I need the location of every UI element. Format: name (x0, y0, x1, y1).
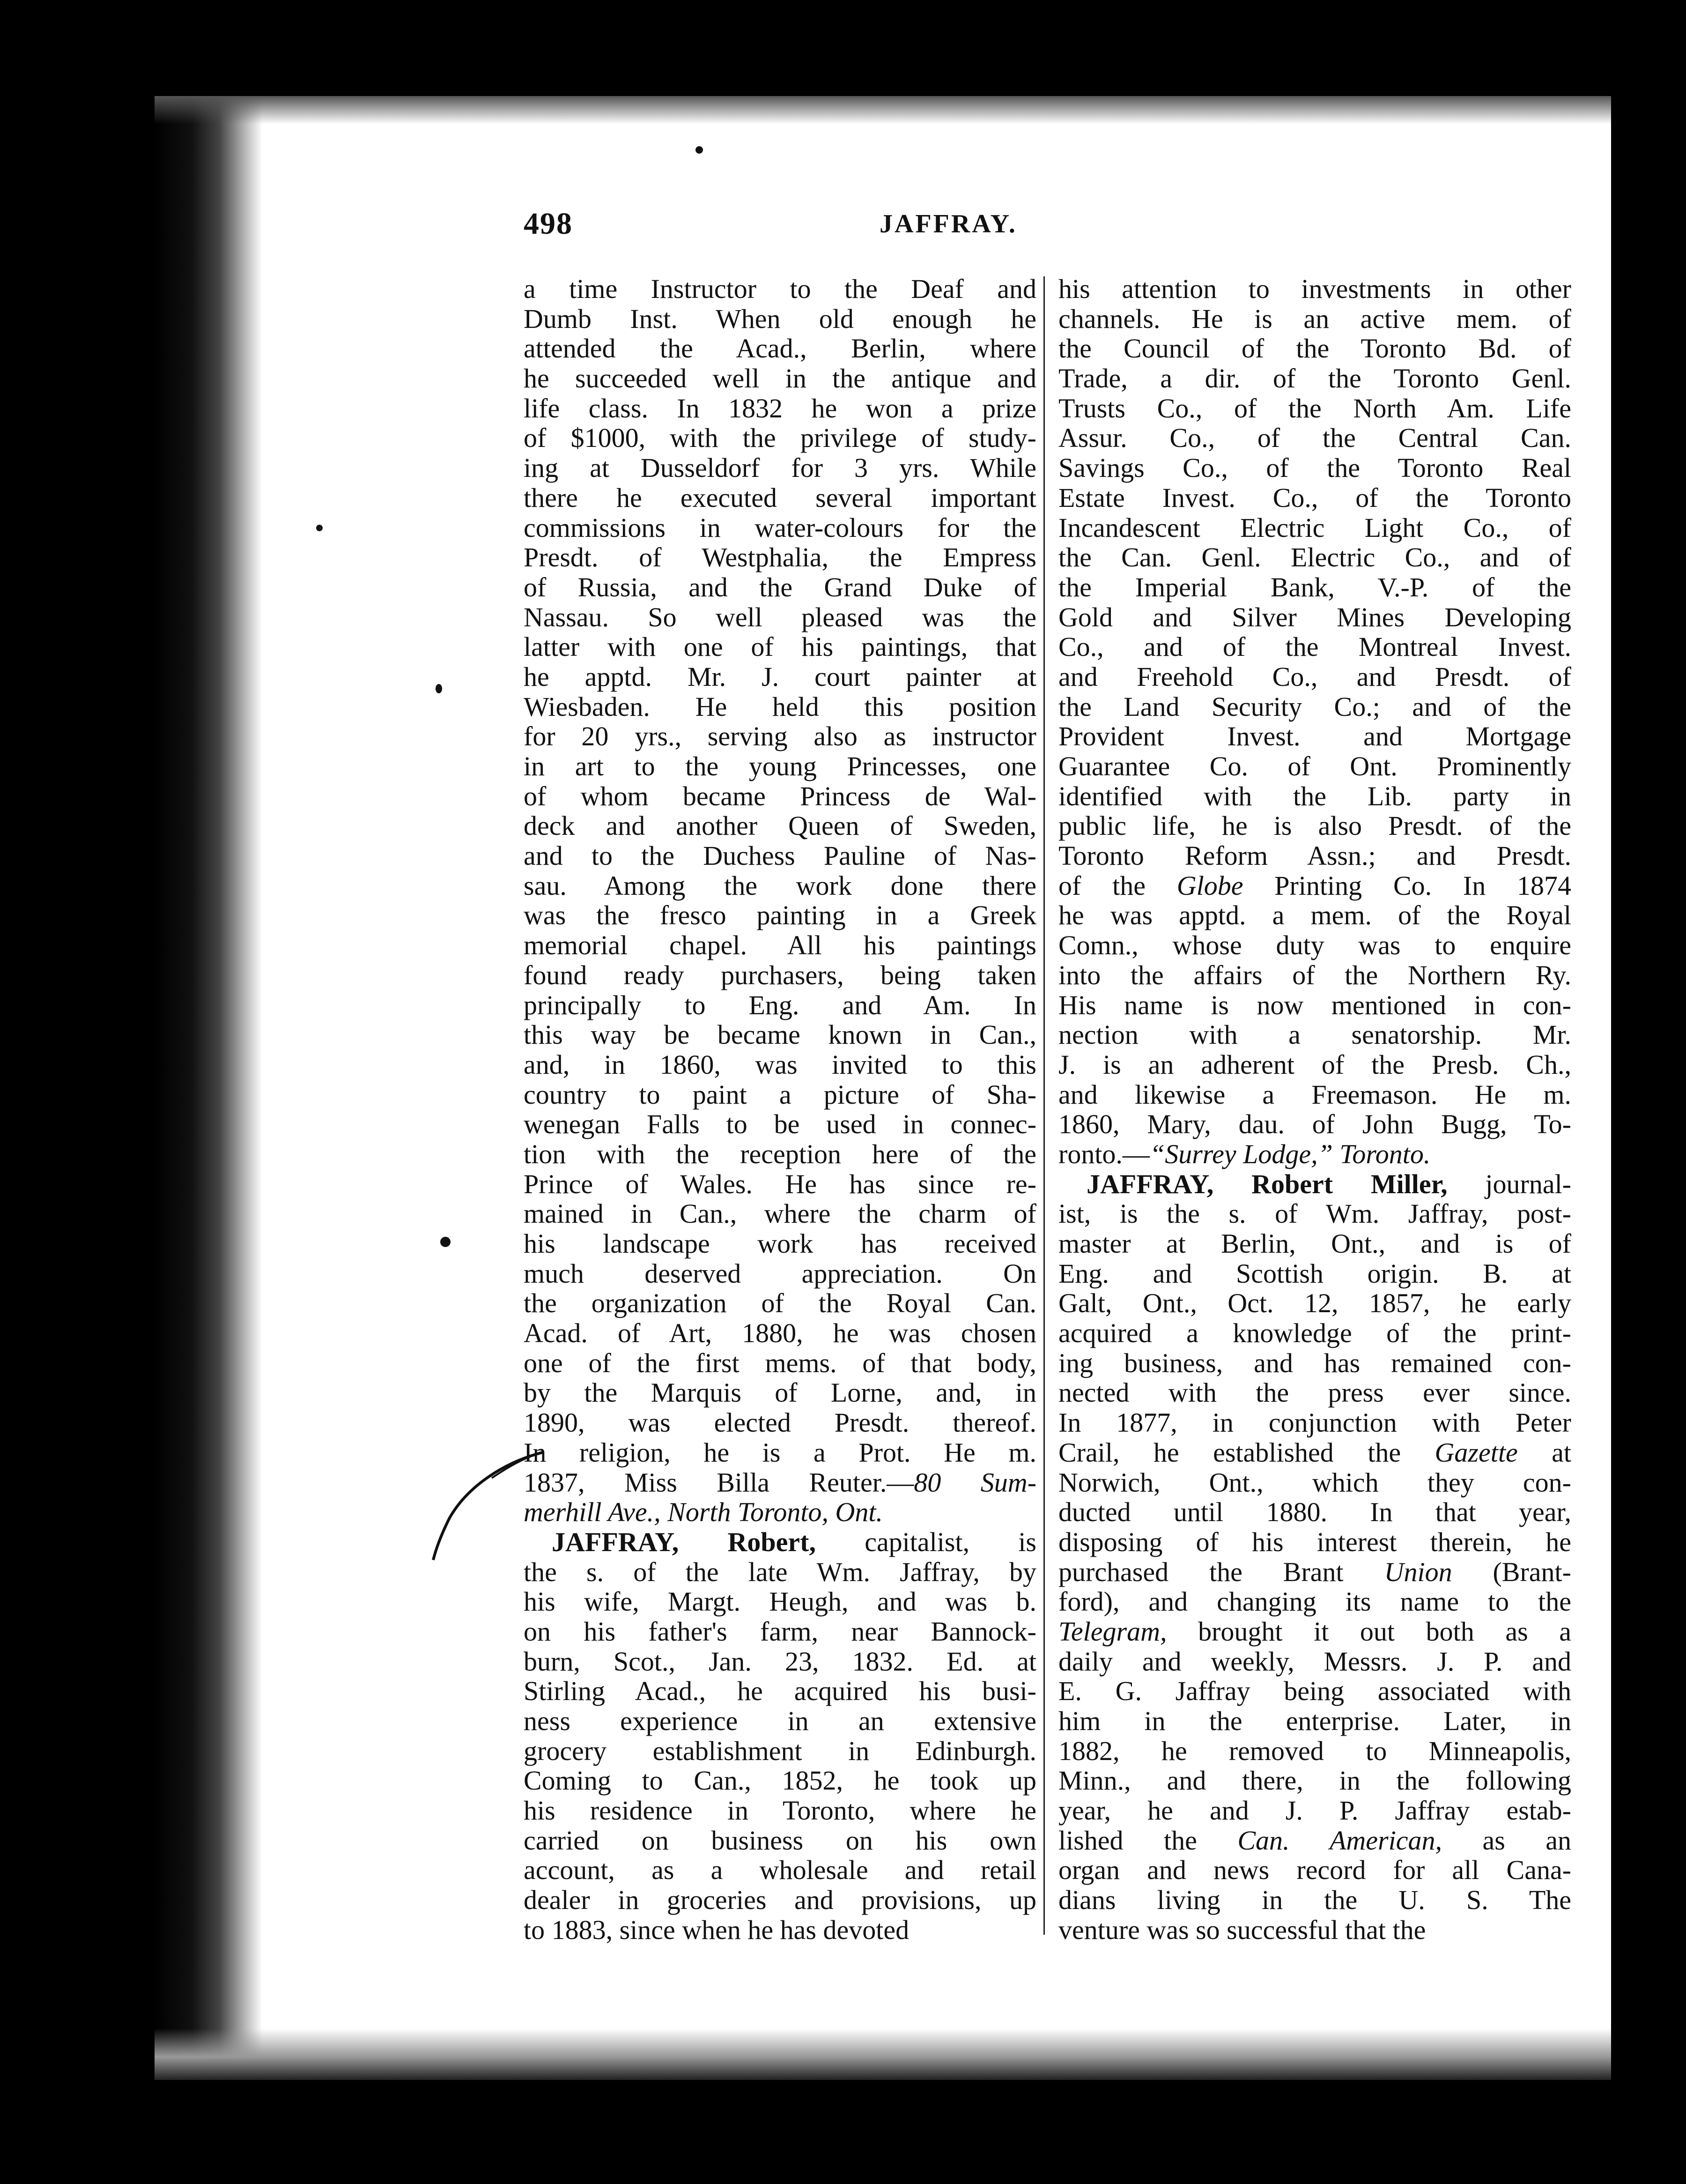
text-line (1058, 1139, 1571, 1169)
entry-heading: JAFFRAY, Robert Miller, (1087, 1168, 1448, 1199)
text-line: latter with one of his paintings, that (524, 631, 1036, 662)
entry-text: journal- (1447, 1168, 1571, 1199)
text-line: he was apptd. a mem. of the Royal (1058, 900, 1571, 931)
page-number: 498 (524, 207, 573, 241)
text-line: sau. Among the work done there (524, 870, 1036, 901)
text-line (1058, 1557, 1571, 1587)
text-line: Co., and of the Montreal Invest. (1058, 631, 1571, 662)
text-line: dealer in groceries and provisions, up (524, 1885, 1036, 1916)
text-line: tion with the reception here of the (524, 1138, 1036, 1169)
text-line: In religion, he is a Prot. He m. (524, 1437, 1036, 1468)
text-line (1058, 1169, 1571, 1199)
text-line: Savings Co., of the Toronto Real (1058, 453, 1571, 483)
column-divider (1043, 276, 1045, 1935)
text-line: ness experience in an extensive (524, 1706, 1036, 1736)
text-line: venture was so successful that the (1058, 1914, 1426, 1945)
text-line: Incandescent Electric Light Co., of (1058, 512, 1571, 543)
text-line: carried on business on his own (524, 1825, 1036, 1856)
text-line: his attention to investments in other (1058, 274, 1571, 304)
text-line: of Russia, and the Grand Duke of (524, 572, 1036, 602)
text-fragment: (Brant- (1452, 1556, 1571, 1587)
text-line (524, 1497, 1036, 1527)
text-line: 1882, he removed to Minneapolis, (1058, 1735, 1571, 1766)
text-line: nection with a senatorship. Mr. (1058, 1019, 1571, 1050)
text-line: ing at Dusseldorf for 3 yrs. While (524, 453, 1036, 483)
text-line: Provident Invest. and Mortgage (1058, 721, 1571, 752)
text-line: master at Berlin, Ont., and is of (1058, 1228, 1571, 1259)
text-line: the s. of the late Wm. Jaffray, by (524, 1556, 1036, 1587)
italic-text: “Surrey Lodge,” Toronto. (1149, 1138, 1431, 1169)
text-line: Prince of Wales. He has since re- (524, 1168, 1036, 1199)
text-fragment: ronto.— (1058, 1138, 1150, 1169)
page-bottom-shadow (155, 2028, 1611, 2080)
right-text-column (1058, 274, 1571, 1945)
text-line: Guarantee Co. of Ont. Prominently (1058, 751, 1571, 781)
ink-speck (440, 1237, 451, 1247)
text-line: channels. He is an active mem. of (1058, 303, 1571, 334)
text-line: dians living in the U. S. The (1058, 1885, 1571, 1916)
text-line: ist, is the s. of Wm. Jaffray, post- (1058, 1198, 1571, 1229)
text-line: attended the Acad., Berlin, where (524, 333, 1036, 364)
text-fragment: Crail, he established the (1058, 1437, 1435, 1468)
page-binding-shadow (155, 96, 262, 2080)
text-line: deck and another Queen of Sweden, (524, 810, 1036, 841)
text-line: E. G. Jaffray being associated with (1058, 1676, 1571, 1707)
text-line: memorial chapel. All his paintings (524, 930, 1036, 961)
text-fragment: brought it out both as a (1167, 1616, 1571, 1647)
italic-text: 80 Sum- (914, 1467, 1037, 1498)
entry-heading: JAFFRAY, Robert, (552, 1526, 816, 1557)
italic-text: Gazette (1435, 1437, 1518, 1468)
text-line: Stirling Acad., he acquired his busi- (524, 1676, 1036, 1707)
text-line: mained in Can., where the charm of (524, 1198, 1036, 1229)
italic-text: Union (1384, 1556, 1452, 1587)
text-line: and likewise a Freemason. He m. (1058, 1079, 1571, 1110)
text-line: in art to the young Princesses, one (524, 751, 1036, 781)
text-line: by the Marquis of Lorne, and, in (524, 1377, 1036, 1408)
text-line: principally to Eng. and Am. In (524, 989, 1036, 1020)
text-line: nected with the press ever since. (1058, 1377, 1571, 1408)
pencil-mark (412, 1443, 553, 1565)
text-line: Nassau. So well pleased was the (524, 602, 1036, 632)
text-line (1058, 1826, 1571, 1856)
ink-speck (316, 525, 323, 531)
text-fragment: of the (1058, 870, 1177, 901)
text-line: one of the first mems. of that body, (524, 1347, 1036, 1378)
text-fragment: as an (1442, 1825, 1572, 1856)
text-line (1058, 1617, 1571, 1647)
text-line: on his father's farm, near Bannock- (524, 1616, 1036, 1647)
text-line: much deserved appreciation. On (524, 1258, 1036, 1289)
italic-text: Globe (1176, 870, 1243, 901)
text-line: for 20 yrs., serving also as instructor (524, 721, 1036, 752)
text-line: his landscape work has received (524, 1228, 1036, 1259)
text-line: Trusts Co., of the North Am. Life (1058, 393, 1571, 423)
text-line: Toronto Reform Assn.; and Presdt. (1058, 840, 1571, 871)
text-line: wenegan Falls to be used in connec- (524, 1109, 1036, 1140)
text-line: and to the Duchess Pauline of Nas- (524, 840, 1036, 871)
text-line: acquired a knowledge of the print- (1058, 1318, 1571, 1349)
text-line: Trade, a dir. of the Toronto Genl. (1058, 363, 1571, 394)
ink-speck (436, 684, 442, 693)
text-fragment: at (1517, 1437, 1571, 1468)
entry-text: capitalist, is (815, 1526, 1037, 1557)
text-line: ing business, and has remained con- (1058, 1347, 1571, 1378)
address-text: merhill Ave., North Toronto, Ont. (524, 1497, 883, 1528)
text-line: Coming to Can., 1852, he took up (524, 1765, 1036, 1796)
text-line: daily and weekly, Messrs. J. P. and (1058, 1646, 1571, 1677)
text-line: organ and news record for all Cana- (1058, 1855, 1571, 1886)
text-line: his wife, Margt. Heugh, and was b. (524, 1586, 1036, 1617)
text-fragment: purchased the Brant (1058, 1556, 1384, 1587)
text-line (1058, 871, 1571, 901)
page-header (524, 206, 1566, 244)
text-line: him in the enterprise. Later, in (1058, 1706, 1571, 1736)
text-line: grocery establishment in Edinburgh. (524, 1735, 1036, 1766)
text-line: Galt, Ont., Oct. 12, 1857, he early (1058, 1288, 1571, 1319)
text-line: and, in 1860, was invited to this (524, 1049, 1036, 1080)
text-line: the organization of the Royal Can. (524, 1288, 1036, 1319)
text-line (524, 1468, 1036, 1498)
text-line: 1890, was elected Presdt. thereof. (524, 1407, 1036, 1438)
text-line: year, he and J. P. Jaffray estab- (1058, 1795, 1571, 1826)
text-line: Dumb Inst. When old enough he (524, 303, 1036, 334)
text-line: the Council of the Toronto Bd. of (1058, 333, 1571, 364)
text-line: into the affairs of the Northern Ry. (1058, 959, 1571, 990)
text-fragment: lished the (1058, 1825, 1238, 1856)
text-line: found ready purchasers, being taken (524, 959, 1036, 990)
text-line: country to paint a picture of Sha- (524, 1079, 1036, 1110)
text-line: burn, Scot., Jan. 23, 1832. Ed. at (524, 1646, 1036, 1677)
text-line: his residence in Toronto, where he (524, 1795, 1036, 1826)
text-line: Norwich, Ont., which they con- (1058, 1467, 1571, 1498)
text-line: a time Instructor to the Deaf and (524, 274, 1036, 304)
text-line: J. is an adherent of the Presb. Ch., (1058, 1049, 1571, 1080)
left-text-column (524, 274, 1036, 1945)
text-line: to 1883, since when he has devoted (524, 1914, 910, 1945)
text-line: there he executed several important (524, 482, 1036, 513)
text-line: of whom became Princess de Wal- (524, 780, 1036, 811)
text-line: ducted until 1880. In that year, (1058, 1497, 1571, 1528)
text-line: 1860, Mary, dau. of John Bugg, To- (1058, 1109, 1571, 1140)
text-line: he succeeded well in the antique and (524, 363, 1036, 394)
text-line: life class. In 1832 he won a prize (524, 393, 1036, 423)
text-line: Estate Invest. Co., of the Toronto (1058, 482, 1571, 513)
text-fragment: 1837, Miss Billa Reuter.— (524, 1467, 914, 1498)
text-line: Acad. of Art, 1880, he was chosen (524, 1318, 1036, 1349)
ink-speck (695, 146, 703, 154)
text-line: disposing of his interest therein, he (1058, 1526, 1571, 1557)
text-line: identified with the Lib. party in (1058, 780, 1571, 811)
text-line: and Freehold Co., and Presdt. of (1058, 661, 1571, 692)
italic-text: Can. American, (1237, 1825, 1442, 1856)
italic-text: Telegram, (1058, 1616, 1167, 1647)
text-line: the Land Security Co.; and of the (1058, 691, 1571, 722)
text-line (524, 1527, 1036, 1557)
text-line: Comn., whose duty was to enquire (1058, 930, 1571, 961)
text-fragment: Printing Co. In 1874 (1243, 870, 1572, 901)
text-line: Assur. Co., of the Central Can. (1058, 423, 1571, 453)
text-line: Gold and Silver Mines Developing (1058, 602, 1571, 632)
text-line: Presdt. of Westphalia, the Empress (524, 542, 1036, 573)
text-line: Minn., and there, in the following (1058, 1765, 1571, 1796)
text-line: public life, he is also Presdt. of the (1058, 810, 1571, 841)
text-line: this way be became known in Can., (524, 1019, 1036, 1050)
text-line: His name is now mentioned in con- (1058, 989, 1571, 1020)
text-line (1058, 1438, 1571, 1468)
text-line: the Imperial Bank, V.-P. of the (1058, 572, 1571, 602)
text-line: Wiesbaden. He held this position (524, 691, 1036, 722)
text-line: In 1877, in conjunction with Peter (1058, 1407, 1571, 1438)
page-top-shadow (155, 96, 1611, 124)
running-head: JAFFRAY. (880, 209, 1017, 238)
text-line: of $1000, with the privilege of study- (524, 423, 1036, 453)
text-line: Eng. and Scottish origin. B. at (1058, 1258, 1571, 1289)
text-line: account, as a wholesale and retail (524, 1855, 1036, 1886)
text-line: the Can. Genl. Electric Co., and of (1058, 542, 1571, 573)
text-line: commissions in water-colours for the (524, 512, 1036, 543)
text-line: was the fresco painting in a Greek (524, 900, 1036, 931)
text-line: ford), and changing its name to the (1058, 1586, 1571, 1617)
text-line: he apptd. Mr. J. court painter at (524, 661, 1036, 692)
